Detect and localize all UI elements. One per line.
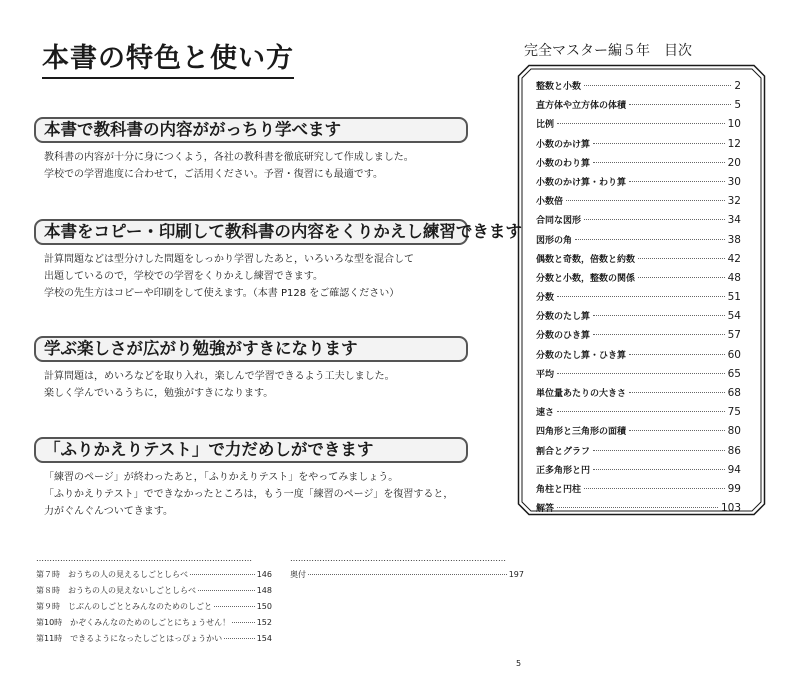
cut-off-row: [36, 554, 556, 567]
toc-item-page: 48: [727, 271, 741, 284]
feature-body: [44, 469, 474, 520]
dot-leader: [638, 277, 725, 278]
body-line: 教科書の内容が十分に身につくよう，各社の教科書を徹底研究して作成しました。: [44, 152, 414, 163]
dot-leader: [557, 411, 725, 412]
behind-entry-label: 第11時 できるようになったしごとはっぴょうかい: [36, 634, 223, 643]
toc-item-page: 2: [734, 80, 741, 92]
body-line: 学校の先生方はコピーや印刷をして使えます。（本書 P128 をご確認ください）: [44, 288, 400, 299]
dot-leader: [629, 104, 731, 105]
behind-entry: [36, 599, 272, 615]
behind-row: [36, 583, 556, 599]
toc-item: [536, 252, 741, 271]
dot-leader: [593, 450, 725, 451]
feature-heading: 「ふりかえりテスト」で力だめしができます: [34, 437, 468, 463]
behind-entry-page: 150: [256, 602, 272, 611]
toc-item: [536, 271, 741, 290]
toc-item-page: 34: [727, 214, 741, 227]
behind-entry: [290, 567, 524, 583]
feature-heading: 本書をコピー・印刷して教科書の内容をくりかえし練習できます: [34, 219, 468, 245]
toc-item: [536, 444, 741, 463]
toc-item-label: 図形の角: [536, 235, 573, 246]
dot-leader: [584, 85, 731, 86]
toc-item-page: 86: [727, 444, 741, 457]
toc-item-page: 65: [727, 367, 741, 380]
behind-entry-label: 第10時 かぞくみんなのためのしごとにちょうせん！: [36, 618, 231, 627]
behind-entry-page: 154: [256, 634, 272, 643]
toc-item-page: 32: [727, 195, 741, 208]
toc-item-label: 小数のかけ算: [536, 139, 591, 150]
toc-item: [536, 482, 741, 501]
toc-item: [536, 501, 741, 520]
toc-item-label: 分数と小数，整数の関係: [536, 273, 636, 284]
body-line: 計算問題などは型分けした問題をしっかり学習したあと，いろいろな型を混合して: [44, 254, 414, 265]
toc-item-page: 51: [727, 291, 741, 304]
toc-item-page: 103: [720, 502, 741, 515]
dot-leader: [584, 219, 725, 220]
toc-item-label: 分数のたし算・ひき算: [536, 350, 627, 361]
dot-leader: [308, 574, 507, 575]
dot-leader: [638, 258, 725, 259]
toc-item: [536, 386, 741, 405]
toc-item: [536, 233, 741, 252]
behind-entry-page: 146: [256, 570, 272, 579]
toc-item-label: 偶数と奇数，倍数と約数: [536, 254, 636, 265]
dot-leader: [593, 143, 725, 144]
toc-item-page: 12: [727, 137, 741, 150]
toc-item-label: 単位量あたりの大きさ: [536, 389, 627, 399]
dot-leader: [629, 392, 725, 393]
toc-item-label: 平均: [536, 369, 555, 380]
body-line: 計算問題は，めいろなどを取り入れ，楽しんで学習できるよう工夫しました。: [44, 371, 395, 382]
toc-item-page: 5: [734, 99, 741, 112]
behind-entry: [36, 615, 272, 631]
dot-leader: [593, 315, 725, 316]
behind-entry-label: 第８時 おうちの人の見えないしごとしらべ: [36, 586, 196, 595]
toc-item: [536, 309, 741, 328]
toc-item-page: 94: [727, 463, 741, 476]
toc-item-page: 60: [727, 348, 741, 361]
toc-item: [536, 348, 741, 367]
dot-leader: [557, 507, 718, 508]
toc-title: 完全マスター編５年 目次: [524, 43, 692, 59]
dot-leader: [629, 430, 725, 431]
body-line: 楽しく学んでいるうちに，勉強がすきになります。: [44, 388, 274, 399]
behind-row: [36, 631, 556, 647]
dot-leader: [584, 488, 725, 489]
toc-item-label: 角柱と円柱: [536, 484, 582, 495]
dot-leader: [557, 373, 725, 374]
dot-leader: [190, 574, 255, 575]
cut-off-line: ………………………………………………………………………: [290, 554, 506, 563]
dot-leader: [575, 239, 725, 240]
toc-item-page: 68: [727, 387, 741, 399]
toc-item: [536, 156, 741, 175]
feature-body: [44, 368, 474, 402]
feature-heading: 本書で教科書の内容ががっちり学べます: [34, 117, 468, 143]
toc-item-label: 小数のわり算: [536, 158, 591, 169]
body-line: 出題しているので，学校での学習をくりかえし練習できます。: [44, 271, 323, 282]
toc-item-label: 解答: [536, 504, 555, 515]
toc-item-label: 合同な図形: [536, 216, 582, 227]
toc-item: [536, 367, 741, 386]
behind-row: [36, 615, 556, 631]
feature-heading: 学ぶ楽しさが広がり勉強がすきになります: [34, 336, 468, 362]
toc-item-page: 54: [727, 310, 741, 323]
toc-list: [536, 79, 741, 520]
toc-item-label: 割合とグラフ: [536, 446, 591, 457]
behind-entry: [36, 631, 272, 647]
toc-item: [536, 137, 741, 156]
toc-item-label: 分数: [536, 293, 555, 304]
dot-leader: [232, 622, 255, 623]
toc-item: [536, 98, 741, 117]
toc-item-label: 小数倍: [536, 197, 564, 208]
feature-body: [44, 251, 474, 302]
toc-item: [536, 79, 741, 98]
behind-row: [36, 567, 556, 583]
body-line: 「ふりかえりテスト」でできなかったところは，もう一度「練習のページ」を復習すると，: [44, 489, 454, 500]
behind-entry-label: 第９時 じぶんのしごととみんなのためのしごと: [36, 602, 212, 611]
toc-item-page: 80: [727, 425, 741, 438]
page-title: 本書の特色と使い方: [42, 36, 294, 79]
toc-item-page: 10: [727, 118, 741, 131]
toc-item-page: 38: [727, 233, 741, 246]
page-number: 5: [516, 659, 522, 668]
toc-item-label: 比例: [536, 120, 555, 131]
toc-item-label: 小数のかけ算・わり算: [536, 177, 627, 188]
toc-item-page: 42: [727, 252, 741, 265]
dot-leader: [566, 200, 725, 201]
toc-item-label: 整数と小数: [536, 82, 582, 92]
dot-leader: [593, 334, 725, 335]
toc-item-label: 分数のたし算: [536, 312, 591, 323]
toc-item: [536, 117, 741, 136]
behind-row: [36, 599, 556, 615]
toc-item: [536, 405, 741, 424]
dot-leader: [593, 162, 725, 163]
toc-item: [536, 328, 741, 347]
toc-item: [536, 424, 741, 443]
toc-item: [536, 290, 741, 309]
body-line: 「練習のページ」が終わったあと，「ふりかえりテスト」をやってみましょう。: [44, 472, 399, 483]
dot-leader: [214, 606, 255, 607]
behind-page-text: [36, 554, 556, 647]
toc-item-page: 99: [727, 482, 741, 495]
body-line: 学校での学習進度に合わせて，ご活用ください。予習・復習にも最適です。: [44, 169, 383, 180]
behind-entry-label: 第７時 おうちの人の見えるしごとしらべ: [36, 570, 188, 579]
dot-leader: [557, 123, 725, 124]
toc-item-label: 直方体や立方体の体積: [536, 101, 627, 112]
toc-item-label: 分数のひき算: [536, 331, 591, 342]
toc-item-page: 20: [727, 156, 741, 169]
dot-leader: [629, 181, 725, 182]
behind-entry: [36, 567, 272, 583]
dot-leader: [198, 590, 255, 591]
toc-item-label: 正多角形と円: [536, 465, 591, 476]
toc-item: [536, 194, 741, 213]
toc-item-page: 57: [727, 329, 741, 342]
dot-leader: [224, 638, 255, 639]
toc-item: [536, 175, 741, 194]
behind-entry-page: 152: [256, 618, 272, 627]
toc-item: [536, 463, 741, 482]
cut-off-line: ………………………………………………………………………: [36, 554, 252, 563]
behind-entry: [36, 583, 272, 599]
toc-item: [536, 213, 741, 232]
toc-item-label: 速さ: [536, 408, 555, 419]
toc-box: [517, 64, 766, 516]
behind-entry-label: 奥付: [290, 570, 306, 579]
toc-item-label: 四角形と三角形の面積: [536, 427, 627, 438]
toc-item-page: 30: [727, 175, 741, 188]
dot-leader: [593, 469, 725, 470]
feature-body: [44, 149, 474, 183]
behind-entry-page: 148: [256, 586, 272, 595]
behind-entry-page: 197: [508, 570, 524, 579]
dot-leader: [557, 296, 725, 297]
body-line: 力がぐんぐんついてきます。: [44, 506, 173, 517]
dot-leader: [629, 354, 725, 355]
toc-item-page: 75: [727, 406, 741, 419]
